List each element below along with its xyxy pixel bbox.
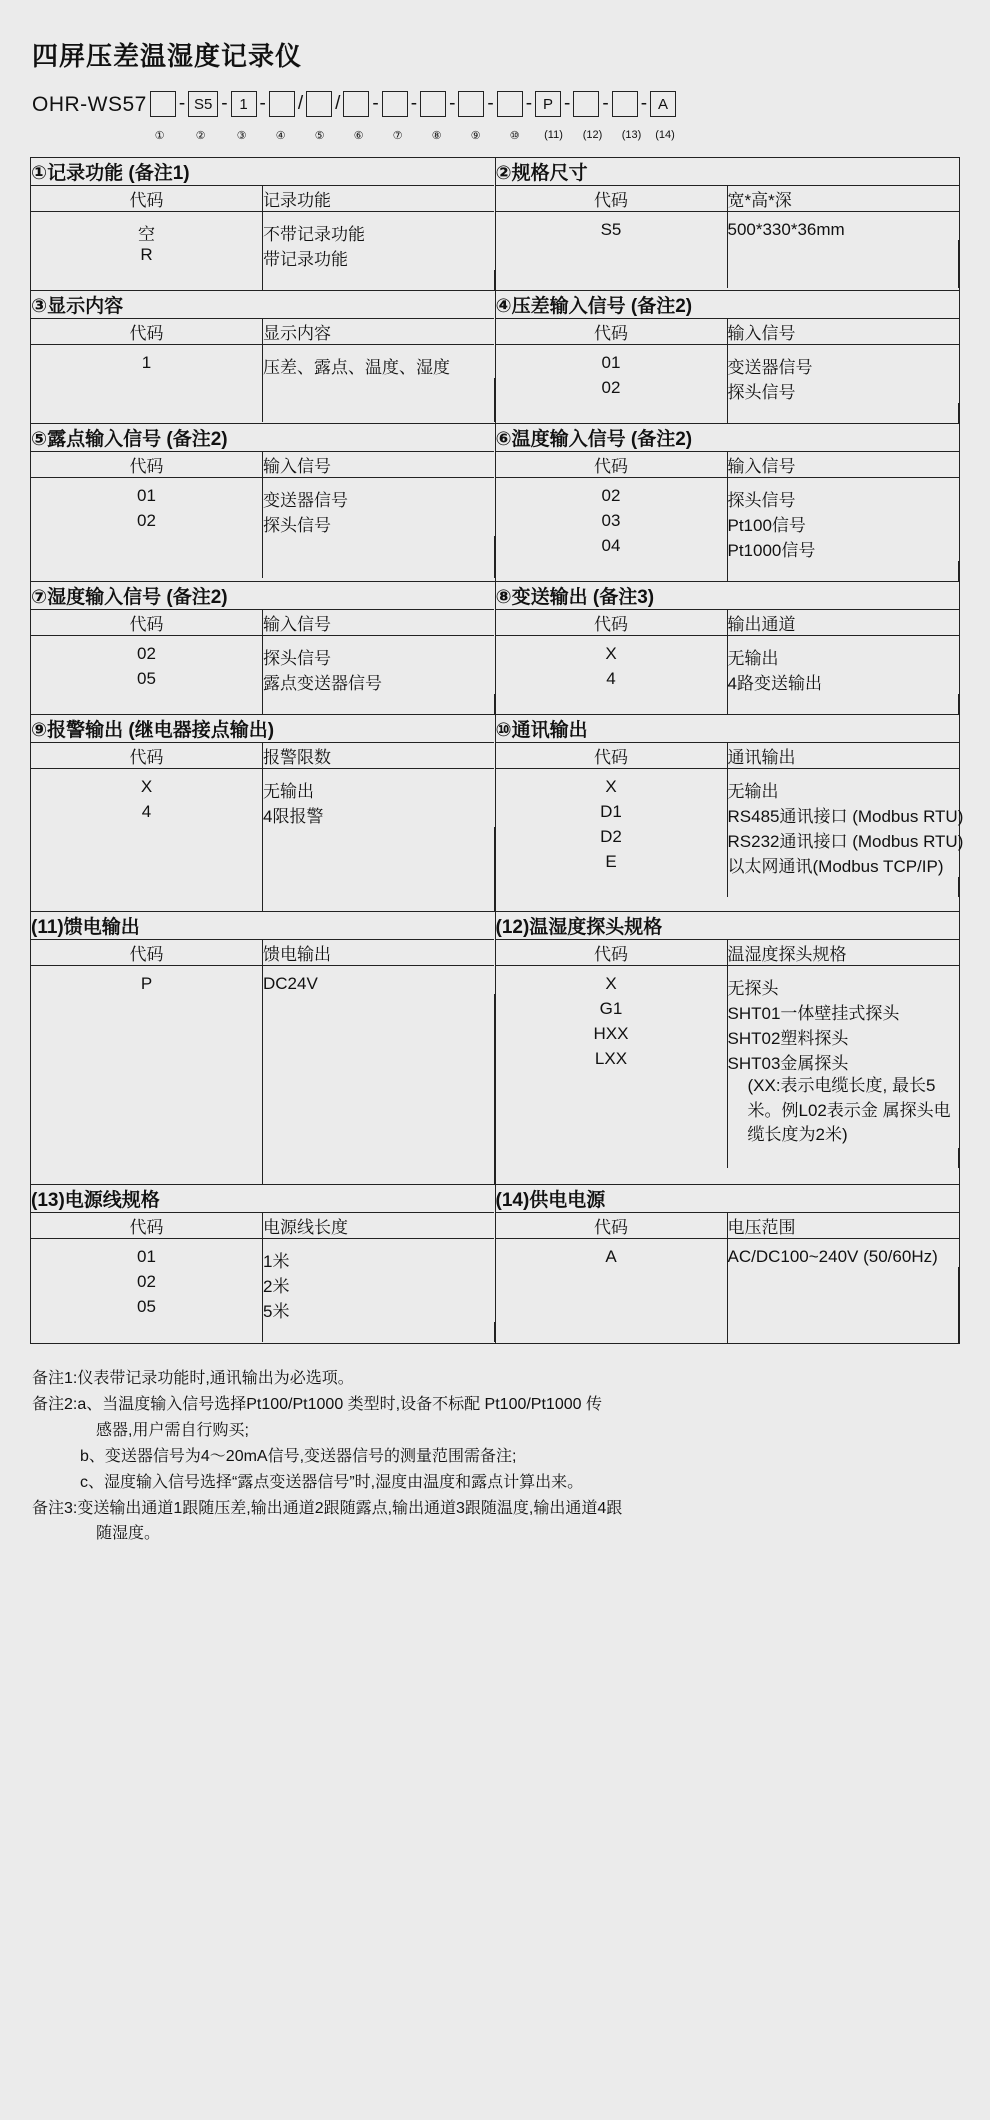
row-value: Pt1000信号	[727, 541, 816, 560]
model-slot-9[interactable]	[458, 91, 484, 117]
table-row	[496, 536, 959, 561]
row-code: 01	[31, 478, 263, 512]
row-code: 02	[31, 1272, 263, 1297]
table-row	[31, 802, 494, 827]
col-header-value: 记录功能	[263, 186, 495, 212]
table-row	[496, 1049, 959, 1074]
table-row	[496, 999, 959, 1024]
row-code: D1	[496, 802, 728, 827]
row-value: 带记录功能	[263, 250, 348, 269]
model-slot-7[interactable]	[382, 91, 408, 117]
block-header: ①记录功能 (备注1)	[31, 158, 494, 186]
table-row	[496, 852, 959, 877]
row-code: HXX	[496, 1024, 728, 1049]
row-code	[496, 1074, 728, 1148]
row-value: 无输出	[727, 649, 779, 668]
model-separator: -	[178, 93, 186, 114]
model-separator: -	[449, 93, 456, 114]
model-slot-14[interactable]: A	[650, 91, 676, 117]
table-row	[31, 636, 494, 670]
col-header-value: 输出通道	[727, 610, 959, 636]
block-header: (13)电源线规格	[31, 1185, 494, 1213]
model-slot-11[interactable]: P	[535, 91, 561, 117]
row-code: D2	[496, 827, 728, 852]
row-code: S5	[496, 212, 728, 241]
model-slot-6[interactable]	[343, 91, 369, 117]
col-header-code: 代码	[31, 186, 263, 212]
row-value: RS232通讯接口 (Modbus RTU)	[727, 832, 964, 851]
table-row	[31, 511, 494, 536]
row-value: 4限报警	[263, 807, 324, 826]
col-header-code: 代码	[496, 186, 728, 212]
col-header-code: 代码	[31, 610, 263, 636]
model-prefix: OHR-WS57	[32, 93, 147, 116]
table-row	[496, 802, 959, 827]
row-code: LXX	[496, 1049, 728, 1074]
note-2b: b、变送器信号为4～20mA信号,变送器信号的测量范围需备注;	[80, 1447, 517, 1465]
row-value: 500*330*36mm	[727, 220, 845, 239]
table-row	[496, 769, 959, 803]
model-slot-8[interactable]	[420, 91, 446, 117]
model-slot-index-10: ⑩	[509, 130, 520, 142]
table-row	[31, 345, 494, 379]
model-separator: -	[372, 93, 379, 114]
col-header-value: 电源线长度	[263, 1213, 495, 1239]
model-slot-13[interactable]	[612, 91, 638, 117]
model-slot-3[interactable]: 1	[231, 91, 257, 117]
row-code: 03	[496, 511, 728, 536]
table-row	[31, 966, 494, 995]
row-code: X	[31, 769, 263, 803]
model-slot-index-7: ⑦	[392, 130, 403, 142]
col-header-code: 代码	[496, 940, 728, 966]
col-header-value: 宽*高*深	[727, 186, 959, 212]
note-2a-cont: 感器,用户需自行购买;	[96, 1421, 249, 1439]
col-header-value: 通讯输出	[727, 743, 959, 769]
row-code: 空	[31, 212, 263, 246]
option-tables	[30, 157, 964, 1344]
table-row	[496, 669, 959, 694]
col-header-value: 馈电输出	[263, 940, 495, 966]
model-slot-index-13: (13)	[621, 129, 642, 141]
row-value: (XX:表示电缆长度, 最长5米。例L02表示金 属探头电缆长度为2米)	[747, 1076, 951, 1145]
model-separator: -	[564, 93, 571, 114]
model-separator: -	[487, 93, 494, 114]
row-value: SHT01一体壁挂式探头	[727, 1004, 900, 1023]
model-slot-index-6: ⑥	[353, 130, 364, 142]
option-block-2	[495, 158, 960, 291]
option-block-6	[495, 424, 960, 582]
note-2a: 备注2:a、当温度输入信号选择Pt100/Pt1000 类型时,设备不标配 Pt100/Pt1000 传	[32, 1395, 602, 1413]
model-separator: -	[221, 93, 228, 114]
model-separator: -	[602, 93, 609, 114]
row-value: 探头信号	[727, 383, 796, 402]
model-slot-index-11: (11)	[544, 129, 563, 141]
block-header: (14)供电电源	[496, 1185, 959, 1213]
model-separator: -	[259, 93, 266, 114]
row-value: 4路变送输出	[727, 674, 822, 693]
model-slot-1[interactable]	[150, 91, 176, 117]
col-header-code: 代码	[31, 743, 263, 769]
block-header: ⑧变送输出 (备注3)	[496, 582, 959, 610]
notes-section	[32, 1366, 960, 1547]
model-slot-2[interactable]: S5	[188, 91, 218, 117]
table-row	[31, 1297, 494, 1322]
model-slot-index-9: ⑨	[470, 130, 481, 142]
table-row	[496, 212, 959, 241]
table-row	[31, 478, 494, 512]
model-slot-index-12: (12)	[582, 129, 603, 141]
table-row	[31, 1239, 494, 1273]
row-value: 探头信号	[727, 491, 796, 510]
table-row	[31, 245, 494, 270]
row-code: P	[31, 966, 263, 995]
col-header-code: 代码	[496, 610, 728, 636]
option-block-8	[495, 582, 960, 715]
block-header: ⑨报警输出 (继电器接点输出)	[31, 715, 494, 743]
model-slot-index-14: (14)	[655, 129, 675, 141]
block-header: ⑤露点输入信号 (备注2)	[31, 424, 494, 452]
col-header-value: 报警限数	[263, 743, 495, 769]
table-row	[496, 966, 959, 1000]
col-header-value: 输入信号	[727, 452, 959, 478]
table-row	[496, 378, 959, 403]
col-header-value: 温湿度探头规格	[727, 940, 959, 966]
row-code: 04	[496, 536, 728, 561]
option-block-11	[31, 912, 496, 1185]
note-3-cont: 随湿度。	[96, 1525, 161, 1543]
row-value: DC24V	[263, 974, 318, 993]
block-header: ⑦湿度输入信号 (备注2)	[31, 582, 494, 610]
table-row	[496, 1239, 959, 1268]
note-3: 备注3:变送输出通道1跟随压差,输出通道2跟随露点,输出通道3跟随温度,输出通道4跟	[32, 1499, 623, 1517]
table-row	[31, 669, 494, 694]
option-block-4	[495, 291, 960, 424]
block-header: ④压差输入信号 (备注2)	[496, 291, 959, 319]
table-row	[496, 345, 959, 379]
model-slot-index-4: ④	[275, 130, 286, 142]
block-header: (12)温湿度探头规格	[496, 912, 959, 940]
note-1: 备注1:仪表带记录功能时,通讯输出为必选项。	[32, 1370, 354, 1387]
model-separator: /	[297, 93, 304, 114]
option-block-1	[31, 158, 496, 291]
col-header-value: 输入信号	[263, 610, 495, 636]
model-separator: -	[410, 93, 418, 114]
option-block-12	[495, 912, 960, 1185]
col-header-value: 电压范围	[727, 1213, 959, 1239]
row-value: 2米	[263, 1277, 290, 1296]
row-code: 01	[31, 1239, 263, 1273]
row-code: R	[31, 245, 263, 270]
col-header-code: 代码	[31, 1213, 263, 1239]
row-code: 4	[31, 802, 263, 827]
model-code-line	[32, 91, 960, 125]
col-header-code: 代码	[31, 319, 263, 345]
table-row	[496, 636, 959, 670]
row-code: X	[496, 636, 728, 670]
model-slot-10[interactable]	[497, 91, 523, 117]
model-slot-index-8: ⑧	[431, 130, 442, 142]
row-code: X	[496, 769, 728, 803]
col-header-code: 代码	[496, 743, 728, 769]
row-value: 1米	[263, 1252, 290, 1271]
row-value: 探头信号	[263, 516, 331, 535]
option-block-14	[495, 1185, 960, 1344]
row-code: X	[496, 966, 728, 1000]
model-separator: /	[335, 93, 341, 114]
col-header-code: 代码	[496, 1213, 728, 1239]
row-code: A	[496, 1239, 728, 1268]
block-header: ⑥温度输入信号 (备注2)	[496, 424, 959, 452]
option-block-9	[31, 715, 496, 912]
table-row	[31, 769, 494, 803]
row-value: 压差、露点、温度、湿度	[263, 358, 450, 377]
col-header-value: 输入信号	[727, 319, 959, 345]
row-value: RS485通讯接口 (Modbus RTU)	[727, 807, 964, 826]
row-value: SHT03金属探头	[727, 1054, 849, 1073]
option-block-5	[31, 424, 496, 582]
row-code: 05	[31, 1297, 263, 1322]
table-row	[496, 478, 959, 512]
model-code-index-row	[32, 129, 960, 145]
option-block-13	[31, 1185, 496, 1344]
table-row	[31, 1272, 494, 1297]
table-row	[496, 827, 959, 852]
row-code: 4	[496, 669, 728, 694]
row-value: Pt100信号	[727, 516, 806, 535]
table-row	[31, 212, 494, 246]
row-code: 02	[31, 511, 263, 536]
row-value: 无输出	[727, 782, 779, 801]
option-block-7	[31, 582, 496, 715]
row-value: 变送器信号	[727, 358, 813, 377]
row-value: 变送器信号	[263, 491, 348, 510]
row-code: 02	[496, 478, 728, 512]
page-title: 四屏压差温湿度记录仪	[32, 41, 303, 71]
model-separator: -	[525, 93, 533, 114]
row-value: 无输出	[263, 782, 314, 801]
model-slot-index-1: ①	[154, 130, 165, 142]
row-value: AC/DC100~240V (50/60Hz)	[727, 1247, 938, 1266]
row-code: E	[496, 852, 728, 877]
col-header-code: 代码	[496, 319, 728, 345]
note-2c: c、湿度输入信号选择“露点变送器信号”时,湿度由温度和露点计算出来。	[80, 1473, 584, 1491]
row-code: 05	[31, 669, 263, 694]
model-slot-index-5: ⑤	[314, 130, 325, 142]
row-code: 02	[496, 378, 728, 403]
model-slot-index-2: ②	[195, 130, 206, 142]
col-header-value: 显示内容	[263, 319, 495, 345]
table-row	[496, 1024, 959, 1049]
option-block-3	[31, 291, 496, 424]
col-header-code: 代码	[31, 940, 263, 966]
model-slot-4[interactable]	[269, 91, 295, 117]
row-value: 露点变送器信号	[263, 674, 382, 693]
model-slot-12[interactable]	[573, 91, 599, 117]
col-header-code: 代码	[31, 452, 263, 478]
row-value: 以太网通讯(Modbus TCP/IP)	[727, 857, 944, 876]
option-block-10	[495, 715, 964, 912]
table-row	[496, 1074, 959, 1148]
model-slot-index-3: ③	[236, 130, 247, 142]
row-value: 5米	[263, 1302, 290, 1321]
row-value: SHT02塑料探头	[727, 1029, 849, 1048]
block-header: ③显示内容	[31, 291, 494, 319]
row-code: 1	[31, 345, 263, 379]
row-code: G1	[496, 999, 728, 1024]
col-header-code: 代码	[496, 452, 728, 478]
row-code: 02	[31, 636, 263, 670]
block-header: ②规格尺寸	[496, 158, 959, 186]
table-row	[496, 511, 959, 536]
block-header: ⑩通讯输出	[496, 715, 959, 743]
block-header: (11)馈电输出	[31, 912, 494, 940]
row-value: 无探头	[727, 979, 779, 998]
model-separator: -	[640, 93, 648, 114]
col-header-value: 输入信号	[263, 452, 495, 478]
model-slot-5[interactable]	[306, 91, 332, 117]
row-code: 01	[496, 345, 728, 379]
row-value: 不带记录功能	[263, 225, 365, 244]
row-value: 探头信号	[263, 649, 331, 668]
